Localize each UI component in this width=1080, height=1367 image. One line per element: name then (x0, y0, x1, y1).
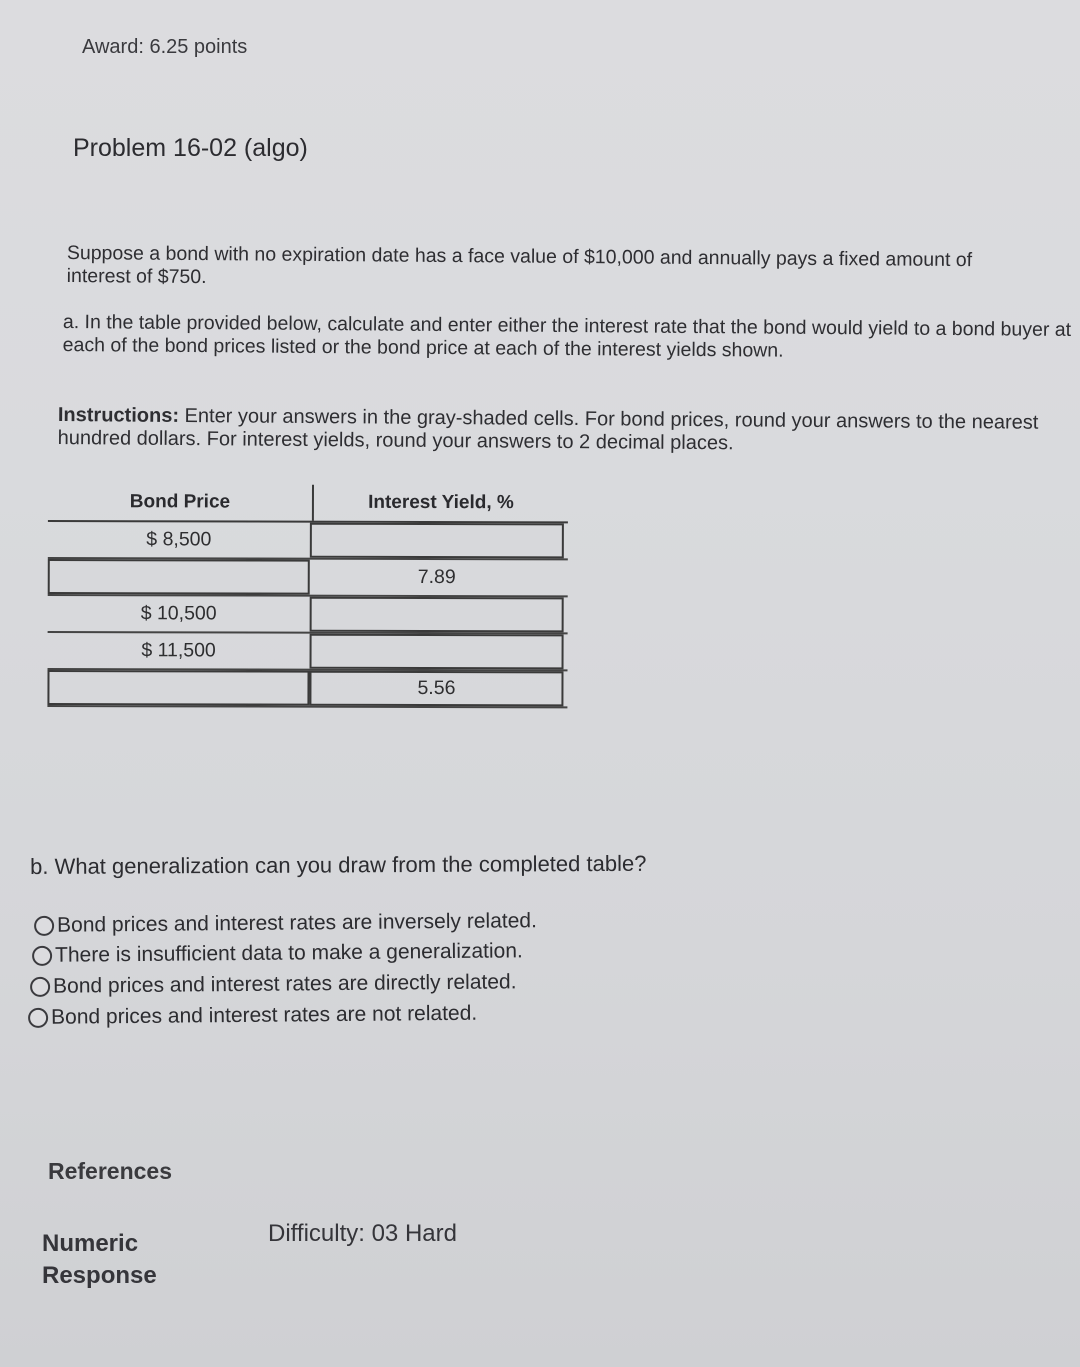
part-a-prompt: a. In the table provided below, calculate and enter either the interest rate that the bond would yield to a bond buyer at each of the bond prices listed or the bond price at each of the interest yields shown. (62, 311, 1072, 362)
question-type-line1: Numeric (42, 1230, 139, 1257)
table-row (47, 670, 567, 708)
problem-intro: Suppose a bond with no expiration date has a face value of $10,000 and annually pays a fixed amount of interest of $750. (66, 242, 973, 289)
option-label: Bond prices and interest rates are inversely related. (56, 909, 537, 937)
table-row (48, 596, 568, 634)
table-header (48, 484, 568, 523)
option-insufficient-data[interactable] (32, 939, 523, 968)
bond-price-cell: $ 10,500 (140, 602, 217, 625)
option-label: There is insufficient data to make a generalization. (54, 939, 523, 967)
radio-icon[interactable] (30, 977, 50, 997)
header-bond-price: Bond Price (129, 491, 231, 513)
radio-icon[interactable] (28, 1008, 48, 1028)
instructions-label: Instructions: (57, 404, 180, 427)
table-row (48, 522, 568, 560)
header-interest-yield: Interest Yield, % (312, 485, 568, 522)
interest-yield-cell: 5.56 (309, 671, 563, 707)
interest-yield-input[interactable] (310, 523, 564, 559)
option-inversely-related[interactable] (34, 909, 537, 938)
bond-price-input[interactable] (48, 559, 310, 595)
interest-yield-input[interactable] (310, 597, 564, 633)
interest-yield-cell: 7.89 (417, 565, 456, 589)
bond-table (47, 484, 568, 708)
table-row (48, 559, 568, 597)
references-heading: References (48, 1158, 173, 1184)
question-type (42, 1228, 157, 1292)
bond-price-cell: $ 11,500 (141, 639, 216, 662)
question-type-line2: Response (42, 1262, 157, 1289)
radio-icon[interactable] (32, 946, 52, 966)
table-row (48, 633, 568, 671)
option-directly-related[interactable] (30, 970, 517, 999)
bond-price-input[interactable] (47, 670, 309, 706)
bond-price-cell: $ 8,500 (146, 528, 212, 551)
problem-title: Problem 16-02 (algo) (73, 134, 308, 162)
radio-icon[interactable] (34, 916, 54, 936)
option-label: Bond prices and interest rates are directly related. (52, 970, 517, 998)
instructions-text: Enter your answers in the gray-shaded cells. For bond prices, round your answers to the nearest hundred dollars. For interest yields, round your answers to 2 decimal places. (57, 404, 1039, 455)
difficulty-label: Difficulty: 03 Hard (268, 1220, 457, 1247)
award-points: Award: 6.25 points (82, 36, 248, 58)
option-label: Bond prices and interest rates are not related. (50, 1001, 478, 1029)
option-not-related[interactable] (28, 1002, 477, 1030)
part-b-question: b. What generalization can you draw from the completed table? (30, 850, 647, 879)
interest-yield-input[interactable] (310, 634, 564, 670)
instructions (58, 404, 1068, 458)
